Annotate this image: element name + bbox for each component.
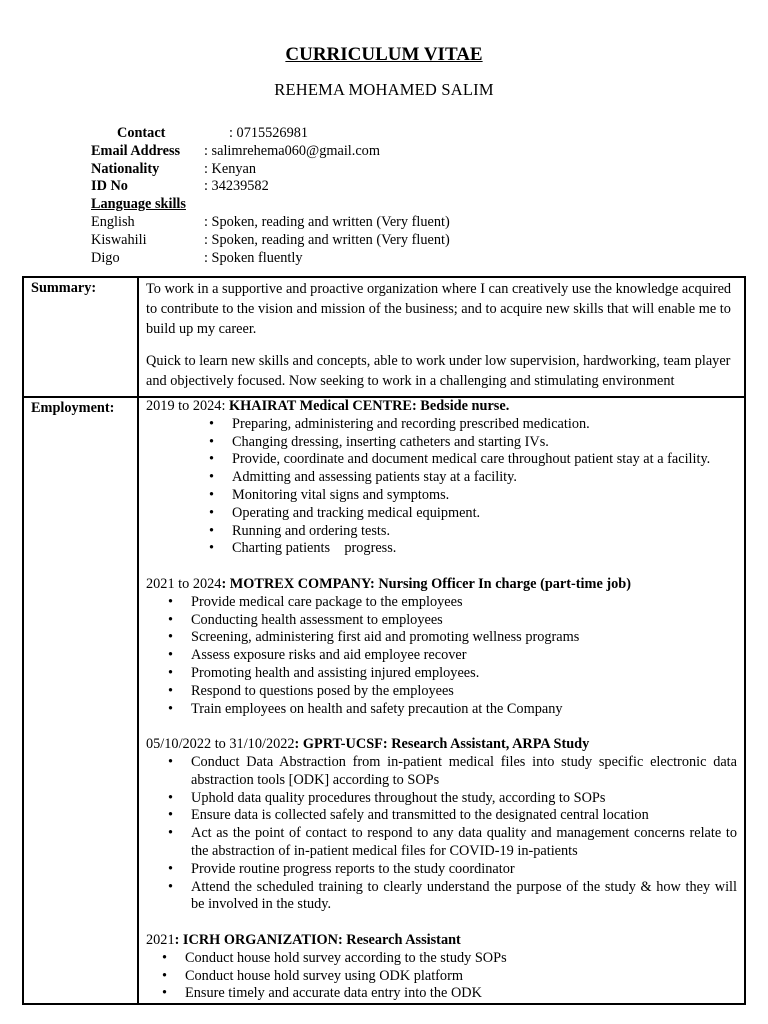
job-period: 05/10/2022 to 31/10/2022 [146,736,295,753]
duty-item: • Admitting and assessing patients stay at a facility. [146,469,737,487]
duty-item: • Changing dressing, inserting catheters and starting IVs. [146,434,737,452]
duty-item: • Operating and tracking medical equipment. [146,505,737,523]
duty-item: • Provide, coordinate and document medical care throughout patient stay at a facility. [146,451,737,469]
summary-paragraph: Quick to learn new skills and concepts, able to work under low supervision, hardworking, team player and objectively focused. Now seeking to work in a challenging and stimulating environment [146,353,731,389]
id-value: : 34239582 [204,178,269,195]
duty-item: • Provide medical care package to the employees [146,594,737,612]
employment-label: Employment: [23,397,138,1004]
job-period: 2021 to 2024 [146,575,222,592]
duty-item: • Charting patients progress. [146,540,737,558]
job-heading [146,932,737,950]
summary-content [138,277,745,397]
summary-row [23,277,745,397]
duty-item: • Conduct house hold survey according to the study SOPs [146,950,737,968]
contact-value: : 0715526981 [229,125,309,141]
email-value: : salimrehema060@gmail.com [204,142,380,159]
summary-paragraph: To work in a supportive and proactive organization where I can creatively use the knowledge acquired to contribute to the vision and mission of the business; and to acquire new skills that will enable me to build up my career. [146,281,732,337]
language-skills-heading: Language skills [91,196,186,213]
duty-item: • Running and ordering tests. [146,523,737,541]
contact-label: Contact [117,125,166,141]
cv-title: CURRICULUM VITAE [285,44,483,65]
duty-item: • Screening, administering first aid and promoting wellness programs [146,629,737,647]
job-title: : MOTREX COMPANY: Nursing Officer In charge (part-time job) [221,575,631,592]
job-period: 2021 [146,931,175,948]
language-level: : Spoken, reading and written (Very fluent) [204,213,450,230]
job-heading [146,576,737,594]
duty-item: • Conducting health assessment to employees [146,612,737,630]
nationality-label: Nationality [91,160,160,177]
duty-item: • Respond to questions posed by the employees [146,683,737,701]
candidate-name: REHEMA MOHAMED SALIM [274,80,494,99]
duty-item: • Conduct house hold survey using ODK platform [146,968,737,986]
language-level: : Spoken fluently [204,249,303,266]
duty-item: • Uphold data quality procedures throughout the study, according to SOPs [146,790,737,808]
employment-content [138,397,745,1004]
duty-item: • Act as the point of contact to respond to any data quality and management concerns relate to the abstraction of in-patient medical files for COVID-19 in-patients [146,825,737,861]
duty-item: • Conduct Data Abstraction from in-patient medical files into study specific electronic data abstraction tools [ODK] according to SOPs [146,754,737,790]
job-title: KHAIRAT Medical CENTRE: Bedside nurse. [229,398,510,414]
duty-item: • Attend the scheduled training to clearly understand the purpose of the study & how they will be involved in the study. [146,879,737,915]
duty-list [146,594,737,719]
duty-item: • Promoting health and assisting injured employees. [146,665,737,683]
job-heading [146,736,737,754]
duty-item: • Monitoring vital signs and symptoms. [146,487,737,505]
duty-item: • Provide routine progress reports to the study coordinator [146,861,737,879]
summary-label: Summary: [23,277,138,397]
job-title: : ICRH ORGANIZATION: Research Assistant [174,931,461,948]
nationality-value: : Kenyan [204,160,257,177]
language-name: Digo [91,249,120,266]
job-period: 2019 to 2024 [146,398,222,414]
duty-item: • Assess exposure risks and aid employee recover [146,647,737,665]
language-level: : Spoken, reading and written (Very fluent) [204,231,450,248]
language-name: Kiswahili [91,231,147,248]
job-heading [146,398,737,416]
duty-list [146,416,737,558]
id-label: ID No [91,178,128,195]
employment-row [23,397,745,1004]
job-title: : GPRT-UCSF: Research Assistant, ARPA Study [294,736,590,753]
duty-list [146,950,737,1003]
duty-item: • Train employees on health and safety precaution at the Company [146,701,737,719]
duty-list [146,754,737,914]
duty-item: • Ensure data is collected safely and transmitted to the designated central location [146,807,737,825]
cv-table [22,276,746,1005]
duty-item: • Ensure timely and accurate data entry into the ODK [146,985,737,1003]
email-label: Email Address [91,142,181,159]
language-name: English [91,213,135,230]
job-separator: : [221,398,230,414]
duty-item: • Preparing, administering and recording prescribed medication. [146,416,737,434]
